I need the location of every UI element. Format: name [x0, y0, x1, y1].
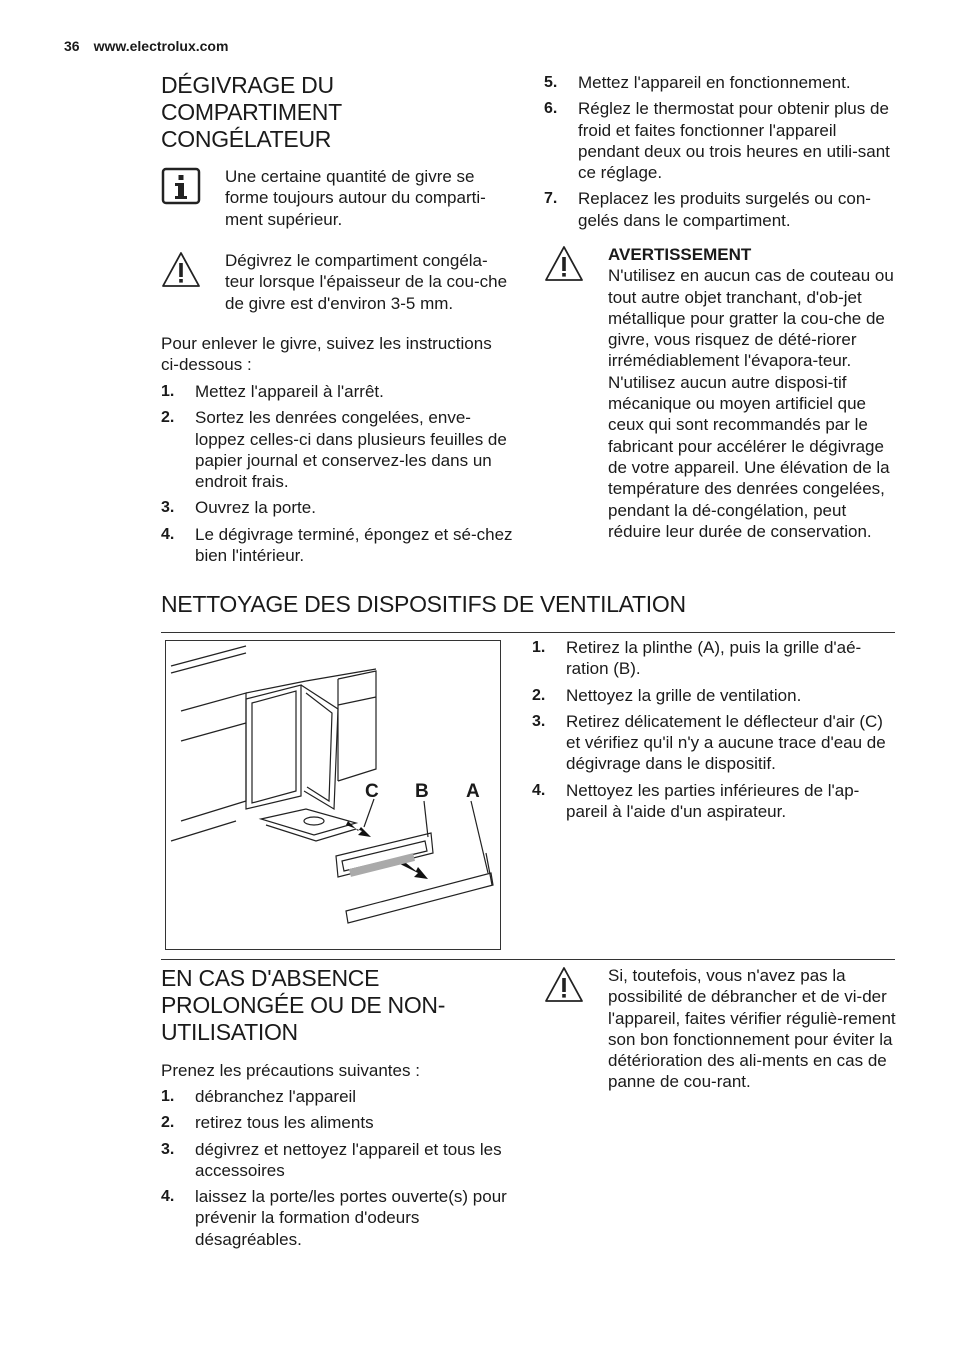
list-item: 3. Retirez délicatement le déflecteur d'air (C) et vérifiez qu'il n'y a aucune trace d'eau de dégivrage dans le dispositif. [532, 711, 886, 774]
info-icon [161, 166, 201, 206]
section-title-absence: EN CAS D'ABSENCE PROLONGÉE OU DE NON-UTILISATION [161, 965, 446, 1045]
list-item: 6. Réglez le thermostat pour obtenir plus de froid et faites fonctionner l'appareil pendant deux ou trois heures en utili-sant ce réglage. [544, 99, 890, 183]
section-divider [161, 632, 895, 633]
list-item: 1. Retirez la plinthe (A), puis la grille d'aé-ration (B). [532, 638, 862, 679]
label-a: A [466, 781, 480, 802]
page-number: 36 [64, 38, 80, 54]
list-item: 5. Mettez l'appareil en fonctionnement. [544, 73, 851, 92]
list-item: 2. retirez tous les aliments [161, 1113, 374, 1133]
absence-steps [161, 1086, 516, 1255]
list-item: 1. débranchez l'appareil [161, 1087, 357, 1106]
list-item: 1. Mettez l'appareil à l'arrêt. [161, 382, 384, 401]
warning-text: N'utilisez en aucun cas de couteau ou tout autre objet tranchant, d'ob-jet métallique pour gratter la cou-che de givre, vous risquez de dété-riorer irrémédiablement l'évapora-teur. N'utilisez aucun autre disposi-tif mécanique ou moyen artificiel que ceux qui sont recommandés par le fabricant pour accélérer le dégivrage de votre appareil. Une élévation de la température des denrées congelées, pendant la dé-congélation, peut réduire leur durée de conservation. [608, 266, 894, 541]
list-item: 4. Le dégivrage terminé, épongez et sé-chez bien l'intérieur. [161, 524, 513, 566]
info-note-text: Une certaine quantité de givre se forme toujours autour du comparti-ment supérieur. [225, 167, 486, 229]
list-item: 4. Nettoyez les parties inférieures de l'ap-pareil à l'aide d'un aspirateur. [532, 780, 860, 822]
defrost-steps-left [161, 381, 516, 571]
label-c: C [365, 781, 379, 802]
info-note [161, 166, 513, 230]
defrost-intro: Pour enlever le givre, suivez les instructions ci-dessous : [161, 334, 492, 375]
defrost-steps-right [544, 72, 894, 236]
warning-note-text: Dégivrez le compartiment congéla-teur lorsque l'épaisseur de la cou-che de givre est d'environ 3-5 mm. [225, 251, 508, 313]
section-title-defrost: DÉGIVRAGE DU COMPARTIMENT CONGÉLATEUR [161, 72, 342, 152]
warning-icon [544, 965, 584, 1005]
ventilation-figure [165, 640, 501, 950]
warning-icon [544, 244, 584, 284]
warning-note [161, 250, 513, 314]
critical-warning [544, 244, 896, 542]
list-item: 4. laissez la porte/les portes ouverte(s) pour prévenir la formation d'odeurs désagréables. [161, 1187, 507, 1249]
page-header [64, 38, 228, 54]
section-divider [161, 959, 895, 960]
list-item: 2. Nettoyez la grille de ventilation. [532, 685, 802, 705]
warning-icon [161, 250, 201, 290]
website-link[interactable]: www.electrolux.com [93, 38, 229, 54]
list-item: 7. Replacez les produits surgelés ou con-gelés dans le compartiment. [544, 189, 871, 230]
warning-title: AVERTISSEMENT [608, 245, 752, 264]
list-item: 3. Ouvrez la porte. [161, 498, 316, 518]
absence-warning-text: Si, toutefois, vous n'avez pas la possibilité de débrancher et de vi-der l'appareil, faites vérifier réguliè-rement son bon fonctionnement pour éviter la détérioration des ali-ments en cas de panne de cou-rant. [608, 966, 896, 1092]
label-b: B [415, 781, 429, 802]
absence-warning [544, 965, 896, 1093]
list-item: 2. Sortez les denrées congelées, enve-loppez celles-ci dans plusieurs feuilles de papier journal et conservez-les dans un endroit frais. [161, 408, 507, 492]
absence-intro: Prenez les précautions suivantes : [161, 1061, 420, 1080]
appliance-illustration [166, 641, 500, 949]
section-title-ventilation: NETTOYAGE DES DISPOSITIFS DE VENTILATION [161, 591, 686, 617]
list-item: 3. dégivrez et nettoyez l'appareil et tous les accessoires [161, 1139, 502, 1180]
ventilation-steps [532, 637, 894, 827]
